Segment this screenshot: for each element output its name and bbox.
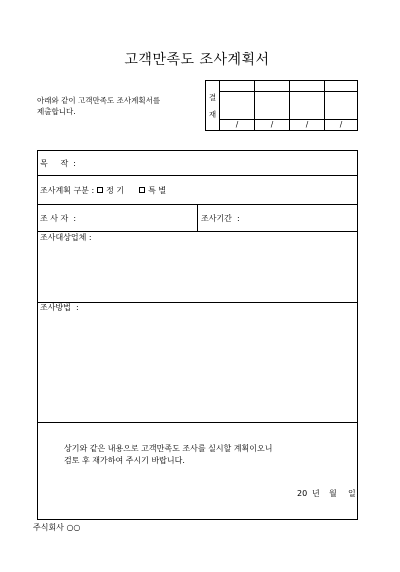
approval-date-row (220, 120, 357, 130)
date-year-prefix: 20 (297, 489, 308, 498)
approval-box (205, 80, 358, 131)
closing-section (38, 423, 357, 519)
approval-signature-cell (255, 92, 290, 119)
checkbox-special (139, 187, 145, 193)
approval-label-cell (206, 81, 220, 130)
period-cell (198, 205, 357, 231)
plan-type-row (38, 176, 357, 205)
option-regular-label: 정 기 (106, 185, 125, 195)
approval-signature-cell (325, 92, 357, 119)
surveyor-label: 조 사 자 : (40, 213, 77, 223)
approval-date-cell: / (220, 120, 255, 130)
checkbox-regular (97, 187, 103, 193)
approval-signature-cell (290, 92, 325, 119)
approval-header-cell (220, 81, 255, 91)
company-name: 주식회사 ○○ (33, 523, 81, 532)
intro-line-1: 아래와 같이 고객만족도 조사계획서를 (37, 96, 161, 105)
approval-date-cell: / (255, 120, 290, 130)
survey-method-section (38, 303, 357, 423)
closing-line-1: 상기와 같은 내용으로 고객만족도 조사를 실시할 계획이오니 (64, 444, 273, 453)
survey-method-label: 조사방법 : (40, 303, 79, 312)
surveyor-period-row (38, 205, 357, 232)
purpose-label: 목 작 : (40, 158, 76, 168)
date-month-unit: 월 (329, 489, 337, 498)
approval-signature-cell (220, 92, 255, 119)
approval-date-cell: / (290, 120, 325, 130)
survey-plan-form (37, 150, 358, 520)
approval-header-cell (290, 81, 325, 91)
document-title: 고객만족도 조사계획서 (124, 52, 270, 68)
approval-header-cell (255, 81, 290, 91)
approval-label-top: 결 (208, 93, 217, 102)
option-special-label: 특 별 (148, 185, 167, 195)
date-day-unit: 일 (348, 489, 356, 498)
target-company-label: 조사대상업체 : (40, 233, 92, 242)
date-year-unit: 년 (312, 489, 320, 498)
intro-text (37, 95, 160, 117)
closing-line-2: 검토 후 재가하여 주시기 바랍니다. (64, 456, 185, 465)
surveyor-cell (38, 205, 198, 231)
period-label: 조사기간 : (201, 213, 240, 223)
approval-date-cell: / (339, 120, 343, 129)
target-company-section (38, 232, 357, 303)
approval-label-bottom: 재 (208, 110, 217, 119)
intro-line-2: 제출합니다. (37, 107, 76, 116)
approval-header-row (220, 81, 357, 92)
approval-signature-row (220, 92, 357, 120)
purpose-row (38, 151, 357, 176)
closing-text (64, 443, 272, 467)
approval-header-cell (325, 81, 357, 91)
plan-type-label: 조사계획 구분 : (40, 185, 95, 195)
